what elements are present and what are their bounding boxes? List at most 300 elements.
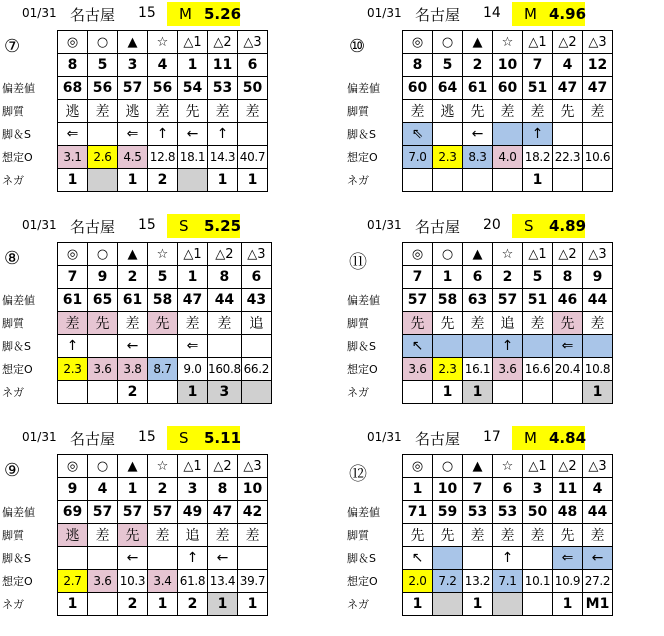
- venue-name: 名古屋: [415, 218, 461, 236]
- table-cell: 64: [433, 77, 463, 100]
- negative-row: [58, 381, 272, 404]
- table-cell: 7: [463, 478, 493, 501]
- table-cell: 1: [58, 169, 88, 192]
- table-cell: ○: [433, 455, 463, 478]
- row-label-pos: 脚＆S: [347, 340, 376, 353]
- table-cell: 63: [463, 289, 493, 312]
- table-cell: △1: [523, 455, 553, 478]
- table-cell: 51: [523, 289, 553, 312]
- table-cell: 追: [493, 312, 523, 335]
- table-cell: 51: [523, 77, 553, 100]
- table-cell: 差: [208, 524, 238, 547]
- table-cell: [553, 169, 583, 192]
- table-cell: 14.3: [208, 146, 238, 169]
- table-cell: 差: [208, 100, 238, 123]
- row-label-dev: 偏差値: [347, 82, 380, 95]
- mark-row: [58, 31, 268, 54]
- table-cell: 58: [148, 289, 178, 312]
- grade-letter: M: [524, 429, 537, 447]
- table-cell: △1: [178, 243, 208, 266]
- odds-row: [58, 358, 272, 381]
- table-cell: 7: [403, 266, 433, 289]
- table-cell: ←: [178, 123, 208, 146]
- grade-badge: [167, 2, 240, 26]
- prediction-table: [57, 454, 268, 616]
- running-style-row: [403, 524, 613, 547]
- venue-name: 名古屋: [415, 430, 461, 448]
- row-label-odds: 想定O: [347, 575, 378, 588]
- table-cell: 10.9: [553, 570, 583, 593]
- position-row: [403, 335, 613, 358]
- table-cell: 差: [463, 312, 493, 335]
- horse-number-row: [58, 478, 268, 501]
- table-cell: [493, 593, 523, 616]
- deviation-row: [58, 289, 272, 312]
- table-cell: △1: [178, 455, 208, 478]
- mark-row: [58, 455, 268, 478]
- row-label-odds: 想定O: [2, 151, 33, 164]
- venue-name: 名古屋: [70, 6, 116, 24]
- table-cell: 5: [88, 54, 118, 77]
- table-cell: [583, 169, 613, 192]
- table-cell: 57: [148, 501, 178, 524]
- table-cell: [148, 335, 178, 358]
- table-cell: 1: [208, 593, 238, 616]
- table-cell: 10: [433, 478, 463, 501]
- table-cell: M1: [583, 593, 613, 616]
- table-cell: 47: [208, 501, 238, 524]
- table-cell: ↑: [178, 547, 208, 570]
- position-row: [58, 547, 268, 570]
- runner-count: 20: [483, 217, 501, 233]
- table-cell: △2: [208, 31, 238, 54]
- race-date: 01/31: [22, 218, 57, 232]
- horse-number-row: [403, 478, 613, 501]
- negative-row: [403, 169, 613, 192]
- grade-letter: S: [524, 217, 534, 235]
- row-label-pos: 脚＆S: [2, 552, 31, 565]
- deviation-row: [58, 77, 268, 100]
- table-cell: 39.7: [238, 570, 268, 593]
- deviation-row: [403, 77, 613, 100]
- table-cell: 差: [493, 100, 523, 123]
- table-cell: 9: [58, 478, 88, 501]
- table-cell: 66.2: [241, 358, 271, 381]
- table-cell: ↑: [58, 335, 88, 358]
- table-cell: 8: [208, 266, 242, 289]
- table-cell: ◎: [58, 31, 88, 54]
- running-style-row: [58, 312, 272, 335]
- grade-badge: [167, 214, 240, 238]
- row-label-leg: 脚質: [2, 105, 24, 118]
- table-cell: [238, 547, 268, 570]
- race-number: ⑨: [4, 460, 21, 481]
- table-cell: [553, 381, 583, 404]
- table-cell: ◎: [58, 455, 88, 478]
- race-date: 01/31: [367, 430, 402, 444]
- grade-letter: S: [179, 429, 189, 447]
- table-cell: 3: [178, 478, 208, 501]
- table-cell: [403, 169, 433, 192]
- table-cell: 2: [118, 381, 148, 404]
- race-panel: [0, 0, 320, 205]
- table-cell: ↖: [403, 335, 433, 358]
- table-cell: 59: [433, 501, 463, 524]
- negative-row: [403, 381, 613, 404]
- table-cell: [238, 123, 268, 146]
- table-cell: 差: [208, 312, 242, 335]
- table-cell: [433, 169, 463, 192]
- table-cell: 16.6: [523, 358, 553, 381]
- negative-row: [58, 169, 268, 192]
- table-cell: 先: [433, 524, 463, 547]
- table-cell: 先: [88, 312, 118, 335]
- row-label-odds: 想定O: [2, 575, 33, 588]
- table-cell: 47: [178, 289, 208, 312]
- running-style-row: [58, 100, 268, 123]
- table-cell: ↑: [523, 123, 553, 146]
- grade-score: 4.84: [549, 429, 587, 447]
- grade-score: 4.96: [549, 5, 587, 23]
- table-cell: 4: [148, 54, 178, 77]
- table-cell: 差: [583, 100, 613, 123]
- table-cell: 7.2: [433, 570, 463, 593]
- prediction-table: [57, 242, 272, 404]
- table-cell: [58, 547, 88, 570]
- odds-row: [403, 358, 613, 381]
- table-cell: 44: [583, 501, 613, 524]
- running-style-row: [58, 524, 268, 547]
- table-cell: ☆: [493, 455, 523, 478]
- table-cell: [241, 335, 271, 358]
- table-cell: 10.1: [523, 570, 553, 593]
- table-cell: 7: [58, 266, 88, 289]
- prediction-table: [402, 242, 613, 404]
- table-cell: 8.7: [148, 358, 178, 381]
- table-cell: 1: [178, 54, 208, 77]
- table-cell: 9.0: [178, 358, 208, 381]
- table-cell: 13.2: [463, 570, 493, 593]
- table-cell: 10: [493, 54, 523, 77]
- table-cell: 27.2: [583, 570, 613, 593]
- race-number: ⑧: [4, 248, 21, 269]
- table-cell: 差: [238, 524, 268, 547]
- table-cell: 44: [208, 289, 242, 312]
- row-label-nega: ネガ: [347, 174, 369, 187]
- table-cell: ○: [88, 243, 118, 266]
- table-cell: 3.6: [88, 570, 118, 593]
- table-cell: 2: [148, 478, 178, 501]
- table-cell: ☆: [493, 243, 523, 266]
- runner-count: 14: [483, 5, 501, 21]
- table-cell: [433, 547, 463, 570]
- table-cell: △1: [523, 31, 553, 54]
- table-cell: △2: [553, 243, 583, 266]
- grade-letter: S: [179, 217, 189, 235]
- table-cell: 3: [208, 381, 242, 404]
- table-cell: 逃: [118, 100, 148, 123]
- row-label-dev: 偏差値: [2, 294, 35, 307]
- table-cell: 53: [208, 77, 238, 100]
- race-panel: [0, 424, 320, 629]
- table-cell: 9: [88, 266, 118, 289]
- table-cell: ▲: [463, 31, 493, 54]
- table-cell: ⇐: [118, 123, 148, 146]
- table-cell: 3.6: [493, 358, 523, 381]
- table-cell: 5: [433, 54, 463, 77]
- table-cell: 3.1: [58, 146, 88, 169]
- row-label-pos: 脚＆S: [347, 128, 376, 141]
- table-cell: 10.3: [118, 570, 148, 593]
- grade-badge: [512, 214, 585, 238]
- race-panel: [345, 424, 664, 629]
- table-cell: 61.8: [178, 570, 208, 593]
- table-cell: ◎: [403, 243, 433, 266]
- table-cell: 差: [118, 312, 148, 335]
- table-cell: △3: [238, 455, 268, 478]
- table-cell: 先: [433, 312, 463, 335]
- runner-count: 17: [483, 429, 501, 445]
- row-label-dev: 偏差値: [347, 294, 380, 307]
- table-cell: 12.8: [148, 146, 178, 169]
- table-cell: 3.6: [403, 358, 433, 381]
- table-cell: 58: [433, 289, 463, 312]
- table-cell: 2: [493, 266, 523, 289]
- table-cell: ⇐: [553, 335, 583, 358]
- table-cell: ▲: [118, 31, 148, 54]
- table-cell: △1: [523, 243, 553, 266]
- table-cell: 60: [493, 77, 523, 100]
- table-cell: 20.4: [553, 358, 583, 381]
- table-cell: 13.4: [208, 570, 238, 593]
- table-cell: [88, 381, 118, 404]
- table-cell: 42: [238, 501, 268, 524]
- table-cell: ☆: [493, 31, 523, 54]
- table-cell: 差: [403, 100, 433, 123]
- table-cell: 1: [178, 381, 208, 404]
- table-cell: 2.6: [88, 146, 118, 169]
- table-cell: ◎: [403, 455, 433, 478]
- table-cell: △2: [553, 455, 583, 478]
- table-cell: 先: [403, 524, 433, 547]
- table-cell: 11: [553, 478, 583, 501]
- table-cell: 4: [553, 54, 583, 77]
- table-cell: ←: [118, 547, 148, 570]
- horse-number-row: [58, 266, 272, 289]
- table-cell: △2: [553, 31, 583, 54]
- table-cell: 9: [583, 266, 613, 289]
- table-cell: 68: [58, 77, 88, 100]
- grade-badge: [512, 426, 585, 450]
- table-cell: 56: [88, 77, 118, 100]
- position-row: [403, 547, 613, 570]
- table-cell: 61: [118, 289, 148, 312]
- table-cell: ←: [118, 335, 148, 358]
- table-cell: [148, 547, 178, 570]
- row-label-nega: ネガ: [347, 598, 369, 611]
- table-cell: 追: [241, 312, 271, 335]
- table-cell: 2.3: [433, 358, 463, 381]
- table-cell: ▲: [118, 455, 148, 478]
- table-cell: ◎: [58, 243, 88, 266]
- table-cell: 69: [58, 501, 88, 524]
- table-cell: 1: [583, 381, 613, 404]
- row-label-leg: 脚質: [2, 317, 24, 330]
- race-number: ⑫: [349, 464, 367, 485]
- race-date: 01/31: [367, 218, 402, 232]
- table-cell: [148, 381, 178, 404]
- table-cell: 追: [178, 524, 208, 547]
- row-label-leg: 脚質: [347, 105, 369, 118]
- row-label-odds: 想定O: [2, 363, 33, 376]
- table-cell: [433, 123, 463, 146]
- panel-header: [345, 424, 664, 450]
- table-cell: [88, 547, 118, 570]
- row-label-pos: 脚＆S: [2, 128, 31, 141]
- table-cell: 57: [118, 501, 148, 524]
- table-cell: ○: [433, 243, 463, 266]
- table-cell: 1: [118, 478, 148, 501]
- table-cell: ☆: [148, 31, 178, 54]
- table-cell: 57: [493, 289, 523, 312]
- panel-header: [0, 0, 320, 26]
- table-cell: △2: [208, 455, 238, 478]
- table-cell: [553, 123, 583, 146]
- table-cell: 47: [553, 77, 583, 100]
- table-cell: 1: [463, 593, 493, 616]
- horse-number-row: [403, 54, 613, 77]
- runner-count: 15: [138, 5, 156, 21]
- negative-row: [58, 593, 268, 616]
- table-cell: 53: [493, 501, 523, 524]
- table-cell: 4.5: [118, 146, 148, 169]
- race-panel: [345, 0, 664, 205]
- row-label-dev: 偏差値: [2, 82, 35, 95]
- panel-header: [0, 424, 320, 450]
- table-cell: 10: [238, 478, 268, 501]
- table-cell: ☆: [148, 455, 178, 478]
- table-cell: 60: [403, 77, 433, 100]
- table-cell: 57: [403, 289, 433, 312]
- grade-score: 5.25: [204, 217, 242, 235]
- table-cell: [433, 335, 463, 358]
- table-cell: 5: [523, 266, 553, 289]
- table-cell: [88, 169, 118, 192]
- race-panel: [0, 212, 320, 417]
- table-cell: 44: [583, 289, 613, 312]
- table-cell: 1: [148, 593, 178, 616]
- row-label-pos: 脚＆S: [347, 552, 376, 565]
- table-cell: 71: [403, 501, 433, 524]
- race-date: 01/31: [22, 6, 57, 20]
- odds-row: [403, 570, 613, 593]
- grade-score: 5.26: [204, 5, 242, 23]
- table-cell: 差: [58, 312, 88, 335]
- row-label-nega: ネガ: [2, 174, 24, 187]
- table-cell: [463, 169, 493, 192]
- table-cell: [523, 547, 553, 570]
- row-label-odds: 想定O: [347, 151, 378, 164]
- panel-header: [0, 212, 320, 238]
- race-number: ⑦: [4, 36, 21, 57]
- race-date: 01/31: [22, 430, 57, 444]
- table-cell: 43: [241, 289, 271, 312]
- table-cell: 6: [241, 266, 271, 289]
- race-date: 01/31: [367, 6, 402, 20]
- table-cell: 46: [553, 289, 583, 312]
- row-label-nega: ネガ: [2, 598, 24, 611]
- grade-score: 5.11: [204, 429, 242, 447]
- table-cell: 2: [148, 169, 178, 192]
- table-cell: 差: [583, 312, 613, 335]
- table-cell: 4.0: [493, 146, 523, 169]
- panel-header: [345, 212, 664, 238]
- table-cell: 1: [118, 169, 148, 192]
- table-cell: 差: [463, 524, 493, 547]
- table-cell: 3: [118, 54, 148, 77]
- table-cell: 7.1: [493, 570, 523, 593]
- table-cell: 50: [238, 77, 268, 100]
- table-cell: 1: [433, 381, 463, 404]
- table-cell: 7.0: [403, 146, 433, 169]
- row-label-leg: 脚質: [2, 529, 24, 542]
- table-cell: ⇐: [178, 335, 208, 358]
- table-cell: 先: [463, 100, 493, 123]
- row-label-nega: ネガ: [347, 386, 369, 399]
- table-cell: 差: [523, 100, 553, 123]
- odds-row: [58, 146, 268, 169]
- table-cell: △2: [208, 243, 242, 266]
- table-cell: 1: [208, 169, 238, 192]
- venue-name: 名古屋: [70, 430, 116, 448]
- table-cell: ○: [88, 31, 118, 54]
- table-cell: 8: [208, 478, 238, 501]
- row-label-nega: ネガ: [2, 386, 24, 399]
- table-cell: 差: [148, 524, 178, 547]
- table-cell: [583, 335, 613, 358]
- table-cell: [523, 381, 553, 404]
- mark-row: [403, 243, 613, 266]
- table-cell: 1: [178, 266, 208, 289]
- table-cell: [241, 381, 271, 404]
- table-cell: 3.6: [88, 358, 118, 381]
- table-cell: [493, 381, 523, 404]
- table-cell: [463, 547, 493, 570]
- table-cell: 10.8: [583, 358, 613, 381]
- grade-letter: M: [179, 5, 192, 23]
- table-cell: 1: [403, 478, 433, 501]
- table-cell: ☆: [148, 243, 178, 266]
- venue-name: 名古屋: [70, 218, 116, 236]
- table-cell: 16.1: [463, 358, 493, 381]
- mark-row: [58, 243, 272, 266]
- table-cell: 差: [493, 524, 523, 547]
- table-cell: ⇐: [58, 123, 88, 146]
- table-cell: [493, 123, 523, 146]
- deviation-row: [403, 289, 613, 312]
- table-cell: ⇐: [553, 547, 583, 570]
- deviation-row: [403, 501, 613, 524]
- table-cell: [523, 593, 553, 616]
- grade-score: 4.89: [549, 217, 587, 235]
- horse-number-row: [58, 54, 268, 77]
- table-cell: 6: [238, 54, 268, 77]
- table-cell: 5: [148, 266, 178, 289]
- odds-row: [58, 570, 268, 593]
- table-cell: 40.7: [238, 146, 268, 169]
- table-cell: 2.3: [58, 358, 88, 381]
- table-cell: 逃: [433, 100, 463, 123]
